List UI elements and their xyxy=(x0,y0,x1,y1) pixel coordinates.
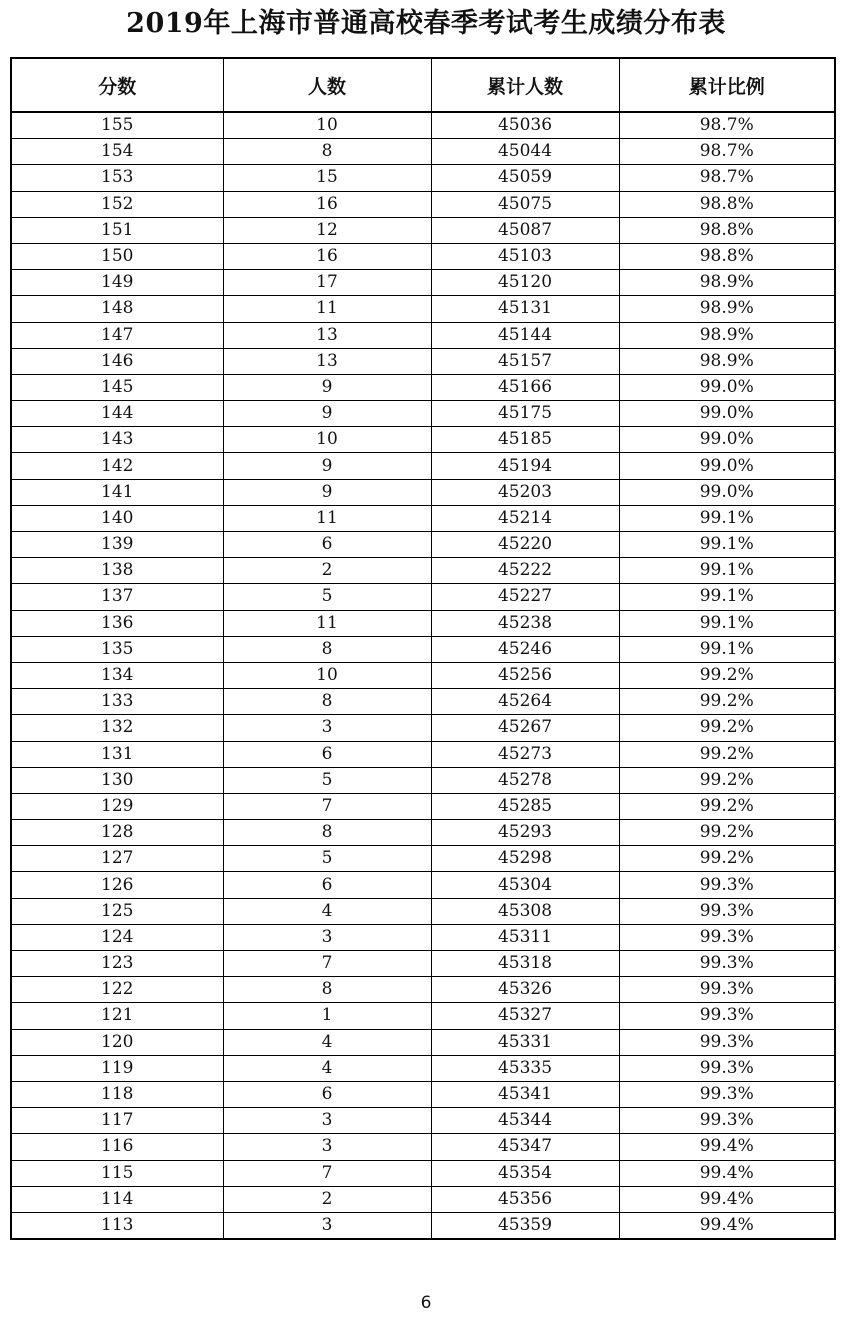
cumulative-ratio-cell: 99.1% xyxy=(619,584,835,610)
score-cell: 148 xyxy=(11,296,223,322)
cumulative-ratio-cell: 99.2% xyxy=(619,715,835,741)
table-row xyxy=(11,348,835,374)
score-cell: 119 xyxy=(11,1055,223,1081)
cumulative-ratio-cell: 98.8% xyxy=(619,243,835,269)
cumulative-count-cell: 45326 xyxy=(431,977,619,1003)
score-cell: 124 xyxy=(11,924,223,950)
score-cell: 151 xyxy=(11,217,223,243)
cumulative-ratio-cell: 99.1% xyxy=(619,636,835,662)
cumulative-ratio-cell: 99.2% xyxy=(619,767,835,793)
score-distribution-table xyxy=(10,57,836,1240)
score-cell: 147 xyxy=(11,322,223,348)
cumulative-count-cell: 45175 xyxy=(431,401,619,427)
cumulative-ratio-cell: 99.0% xyxy=(619,427,835,453)
count-cell: 3 xyxy=(223,1134,431,1160)
cumulative-ratio-cell: 98.7% xyxy=(619,165,835,191)
score-cell: 134 xyxy=(11,662,223,688)
table-row xyxy=(11,427,835,453)
count-cell: 10 xyxy=(223,112,431,139)
count-cell: 1 xyxy=(223,1003,431,1029)
cumulative-ratio-cell: 99.0% xyxy=(619,453,835,479)
score-cell: 133 xyxy=(11,689,223,715)
count-cell: 7 xyxy=(223,793,431,819)
count-cell: 6 xyxy=(223,741,431,767)
cumulative-ratio-cell: 98.9% xyxy=(619,348,835,374)
score-cell: 136 xyxy=(11,610,223,636)
count-cell: 13 xyxy=(223,322,431,348)
cumulative-ratio-cell: 99.0% xyxy=(619,479,835,505)
table-row xyxy=(11,296,835,322)
cumulative-count-cell: 45308 xyxy=(431,898,619,924)
cumulative-ratio-cell: 98.9% xyxy=(619,296,835,322)
cumulative-count-cell: 45103 xyxy=(431,243,619,269)
table-row xyxy=(11,243,835,269)
header-cumulative-count: 累计人数 xyxy=(431,58,619,112)
table-row xyxy=(11,1186,835,1212)
score-cell: 145 xyxy=(11,374,223,400)
table-row xyxy=(11,610,835,636)
cumulative-count-cell: 45285 xyxy=(431,793,619,819)
count-cell: 8 xyxy=(223,689,431,715)
score-cell: 123 xyxy=(11,951,223,977)
cumulative-count-cell: 45335 xyxy=(431,1055,619,1081)
cumulative-count-cell: 45359 xyxy=(431,1212,619,1239)
cumulative-ratio-cell: 99.3% xyxy=(619,1055,835,1081)
count-cell: 11 xyxy=(223,296,431,322)
score-cell: 154 xyxy=(11,139,223,165)
score-cell: 125 xyxy=(11,898,223,924)
count-cell: 5 xyxy=(223,584,431,610)
table-row xyxy=(11,636,835,662)
count-cell: 15 xyxy=(223,165,431,191)
table-row xyxy=(11,322,835,348)
table-row xyxy=(11,270,835,296)
table-row xyxy=(11,741,835,767)
table-row xyxy=(11,951,835,977)
count-cell: 9 xyxy=(223,374,431,400)
score-cell: 116 xyxy=(11,1134,223,1160)
cumulative-ratio-cell: 98.7% xyxy=(619,112,835,139)
table-row xyxy=(11,872,835,898)
cumulative-count-cell: 45166 xyxy=(431,374,619,400)
cumulative-ratio-cell: 99.2% xyxy=(619,793,835,819)
score-cell: 120 xyxy=(11,1029,223,1055)
score-cell: 127 xyxy=(11,846,223,872)
cumulative-count-cell: 45075 xyxy=(431,191,619,217)
count-cell: 4 xyxy=(223,1055,431,1081)
cumulative-count-cell: 45194 xyxy=(431,453,619,479)
header-count: 人数 xyxy=(223,58,431,112)
count-cell: 10 xyxy=(223,662,431,688)
count-cell: 6 xyxy=(223,532,431,558)
table-row xyxy=(11,165,835,191)
score-cell: 153 xyxy=(11,165,223,191)
cumulative-count-cell: 45227 xyxy=(431,584,619,610)
cumulative-ratio-cell: 99.3% xyxy=(619,951,835,977)
cumulative-count-cell: 45356 xyxy=(431,1186,619,1212)
cumulative-count-cell: 45354 xyxy=(431,1160,619,1186)
score-cell: 113 xyxy=(11,1212,223,1239)
table-row xyxy=(11,584,835,610)
table-row xyxy=(11,479,835,505)
header-cumulative-ratio: 累计比例 xyxy=(619,58,835,112)
cumulative-ratio-cell: 99.2% xyxy=(619,741,835,767)
header-score: 分数 xyxy=(11,58,223,112)
cumulative-ratio-cell: 99.1% xyxy=(619,532,835,558)
score-cell: 140 xyxy=(11,505,223,531)
cumulative-ratio-cell: 99.3% xyxy=(619,1029,835,1055)
count-cell: 7 xyxy=(223,951,431,977)
cumulative-ratio-cell: 99.4% xyxy=(619,1186,835,1212)
cumulative-count-cell: 45214 xyxy=(431,505,619,531)
cumulative-count-cell: 45185 xyxy=(431,427,619,453)
table-row xyxy=(11,1108,835,1134)
cumulative-count-cell: 45341 xyxy=(431,1081,619,1107)
table-row xyxy=(11,1029,835,1055)
cumulative-ratio-cell: 99.3% xyxy=(619,1081,835,1107)
cumulative-count-cell: 45036 xyxy=(431,112,619,139)
cumulative-count-cell: 45344 xyxy=(431,1108,619,1134)
score-cell: 142 xyxy=(11,453,223,479)
cumulative-count-cell: 45246 xyxy=(431,636,619,662)
page-number: 6 xyxy=(420,1293,432,1313)
cumulative-count-cell: 45131 xyxy=(431,296,619,322)
cumulative-count-cell: 45144 xyxy=(431,322,619,348)
cumulative-count-cell: 45273 xyxy=(431,741,619,767)
cumulative-count-cell: 45087 xyxy=(431,217,619,243)
cumulative-ratio-cell: 99.4% xyxy=(619,1160,835,1186)
count-cell: 12 xyxy=(223,217,431,243)
cumulative-count-cell: 45311 xyxy=(431,924,619,950)
count-cell: 9 xyxy=(223,401,431,427)
table-row xyxy=(11,846,835,872)
count-cell: 9 xyxy=(223,479,431,505)
page-title: 2019年上海市普通高校春季考试考生成绩分布表 xyxy=(126,8,726,39)
score-cell: 137 xyxy=(11,584,223,610)
table-row xyxy=(11,1134,835,1160)
cumulative-count-cell: 45220 xyxy=(431,532,619,558)
cumulative-ratio-cell: 99.1% xyxy=(619,505,835,531)
score-cell: 144 xyxy=(11,401,223,427)
cumulative-ratio-cell: 99.3% xyxy=(619,898,835,924)
cumulative-ratio-cell: 98.8% xyxy=(619,217,835,243)
table-row xyxy=(11,217,835,243)
count-cell: 4 xyxy=(223,898,431,924)
cumulative-ratio-cell: 99.3% xyxy=(619,1003,835,1029)
score-cell: 129 xyxy=(11,793,223,819)
cumulative-count-cell: 45293 xyxy=(431,820,619,846)
score-cell: 143 xyxy=(11,427,223,453)
table-row xyxy=(11,139,835,165)
count-cell: 16 xyxy=(223,243,431,269)
score-cell: 150 xyxy=(11,243,223,269)
table-row xyxy=(11,924,835,950)
cumulative-ratio-cell: 99.4% xyxy=(619,1134,835,1160)
table-row xyxy=(11,112,835,139)
count-cell: 17 xyxy=(223,270,431,296)
count-cell: 5 xyxy=(223,846,431,872)
cumulative-ratio-cell: 99.1% xyxy=(619,558,835,584)
count-cell: 5 xyxy=(223,767,431,793)
cumulative-count-cell: 45256 xyxy=(431,662,619,688)
score-cell: 141 xyxy=(11,479,223,505)
cumulative-ratio-cell: 99.2% xyxy=(619,662,835,688)
count-cell: 13 xyxy=(223,348,431,374)
cumulative-ratio-cell: 98.7% xyxy=(619,139,835,165)
cumulative-ratio-cell: 98.9% xyxy=(619,322,835,348)
count-cell: 6 xyxy=(223,872,431,898)
count-cell: 3 xyxy=(223,924,431,950)
score-cell: 130 xyxy=(11,767,223,793)
table-row xyxy=(11,1003,835,1029)
cumulative-ratio-cell: 98.8% xyxy=(619,191,835,217)
count-cell: 8 xyxy=(223,636,431,662)
cumulative-count-cell: 45298 xyxy=(431,846,619,872)
count-cell: 8 xyxy=(223,820,431,846)
table-row xyxy=(11,820,835,846)
table-row xyxy=(11,374,835,400)
table-row xyxy=(11,191,835,217)
count-cell: 8 xyxy=(223,977,431,1003)
cumulative-count-cell: 45044 xyxy=(431,139,619,165)
cumulative-count-cell: 45157 xyxy=(431,348,619,374)
count-cell: 9 xyxy=(223,453,431,479)
table-row xyxy=(11,1160,835,1186)
count-cell: 8 xyxy=(223,139,431,165)
table-row xyxy=(11,767,835,793)
count-cell: 6 xyxy=(223,1081,431,1107)
score-cell: 146 xyxy=(11,348,223,374)
count-cell: 4 xyxy=(223,1029,431,1055)
score-cell: 122 xyxy=(11,977,223,1003)
cumulative-ratio-cell: 99.2% xyxy=(619,689,835,715)
cumulative-count-cell: 45331 xyxy=(431,1029,619,1055)
cumulative-ratio-cell: 99.4% xyxy=(619,1212,835,1239)
table-row xyxy=(11,558,835,584)
score-cell: 149 xyxy=(11,270,223,296)
cumulative-ratio-cell: 99.0% xyxy=(619,401,835,427)
count-cell: 16 xyxy=(223,191,431,217)
score-cell: 126 xyxy=(11,872,223,898)
table-row xyxy=(11,453,835,479)
cumulative-count-cell: 45203 xyxy=(431,479,619,505)
score-cell: 135 xyxy=(11,636,223,662)
count-cell: 7 xyxy=(223,1160,431,1186)
table-row xyxy=(11,977,835,1003)
table-row xyxy=(11,1212,835,1239)
score-cell: 117 xyxy=(11,1108,223,1134)
score-cell: 138 xyxy=(11,558,223,584)
score-cell: 155 xyxy=(11,112,223,139)
cumulative-ratio-cell: 99.0% xyxy=(619,374,835,400)
count-cell: 2 xyxy=(223,558,431,584)
cumulative-count-cell: 45120 xyxy=(431,270,619,296)
count-cell: 3 xyxy=(223,1108,431,1134)
count-cell: 3 xyxy=(223,1212,431,1239)
table-row xyxy=(11,1055,835,1081)
cumulative-ratio-cell: 98.9% xyxy=(619,270,835,296)
table-row xyxy=(11,689,835,715)
table-row xyxy=(11,898,835,924)
table-header-row xyxy=(11,58,835,112)
cumulative-count-cell: 45347 xyxy=(431,1134,619,1160)
cumulative-count-cell: 45318 xyxy=(431,951,619,977)
table-row xyxy=(11,401,835,427)
cumulative-count-cell: 45222 xyxy=(431,558,619,584)
cumulative-count-cell: 45059 xyxy=(431,165,619,191)
cumulative-count-cell: 45238 xyxy=(431,610,619,636)
cumulative-count-cell: 45304 xyxy=(431,872,619,898)
table-body xyxy=(11,112,835,1239)
count-cell: 11 xyxy=(223,505,431,531)
table-row xyxy=(11,793,835,819)
cumulative-ratio-cell: 99.1% xyxy=(619,610,835,636)
table-row xyxy=(11,662,835,688)
count-cell: 3 xyxy=(223,715,431,741)
cumulative-ratio-cell: 99.3% xyxy=(619,977,835,1003)
score-cell: 118 xyxy=(11,1081,223,1107)
score-cell: 114 xyxy=(11,1186,223,1212)
cumulative-ratio-cell: 99.2% xyxy=(619,820,835,846)
cumulative-ratio-cell: 99.3% xyxy=(619,924,835,950)
score-cell: 115 xyxy=(11,1160,223,1186)
count-cell: 11 xyxy=(223,610,431,636)
count-cell: 2 xyxy=(223,1186,431,1212)
table-row xyxy=(11,715,835,741)
cumulative-count-cell: 45278 xyxy=(431,767,619,793)
count-cell: 10 xyxy=(223,427,431,453)
table-row xyxy=(11,505,835,531)
cumulative-ratio-cell: 99.3% xyxy=(619,1108,835,1134)
score-cell: 152 xyxy=(11,191,223,217)
cumulative-count-cell: 45264 xyxy=(431,689,619,715)
cumulative-count-cell: 45267 xyxy=(431,715,619,741)
score-cell: 128 xyxy=(11,820,223,846)
score-cell: 132 xyxy=(11,715,223,741)
cumulative-ratio-cell: 99.3% xyxy=(619,872,835,898)
score-cell: 121 xyxy=(11,1003,223,1029)
table-row xyxy=(11,532,835,558)
score-cell: 131 xyxy=(11,741,223,767)
cumulative-ratio-cell: 99.2% xyxy=(619,846,835,872)
table-row xyxy=(11,1081,835,1107)
cumulative-count-cell: 45327 xyxy=(431,1003,619,1029)
score-cell: 139 xyxy=(11,532,223,558)
